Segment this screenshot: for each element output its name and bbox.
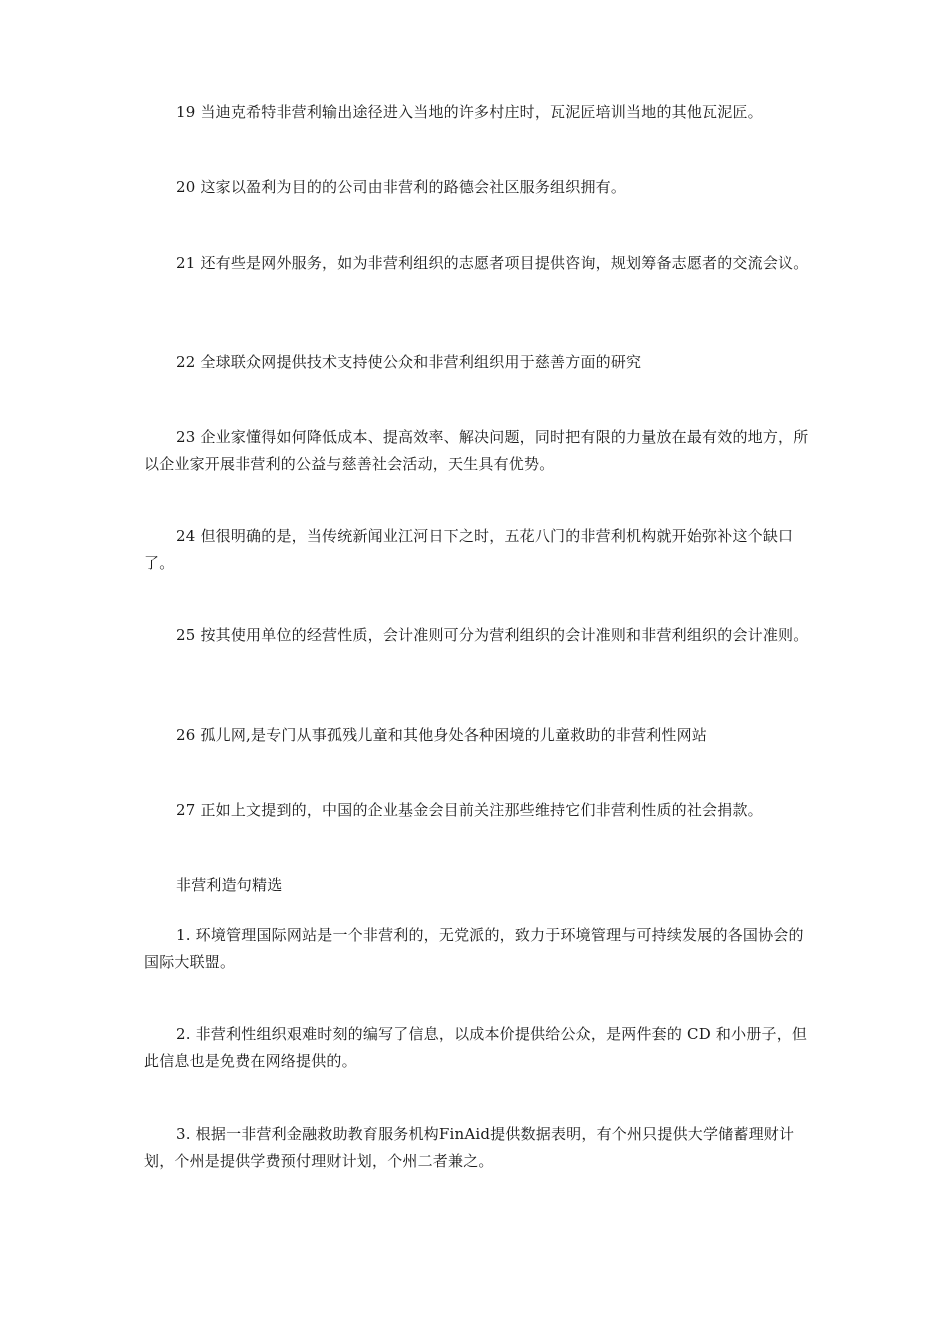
paragraph-22: 22 全球联众网提供技术支持使公众和非营利组织用于慈善方面的研究 (176, 353, 642, 371)
paragraph-19: 19 当迪克希特非营利输出途径进入当地的许多村庄时，瓦泥匠培训当地的其他瓦泥匠。 (176, 103, 763, 121)
paragraph-21: 21 还有些是网外服务，如为非营利组织的志愿者项目提供咨询，规划筹备志愿者的交流会议。 (176, 254, 809, 272)
paragraph-25: 25 按其使用单位的经营性质，会计准则可分为营利组织的会计准则和非营利组织的会计准则。 (176, 626, 809, 644)
section-heading: 非营利造句精选 (176, 876, 283, 894)
paragraph-20: 20 这家以盈利为目的的公司由非营利的路德会社区服务组织拥有。 (176, 178, 627, 196)
sentence-3: 3. 根据一非营利金融救助教育服务机构FinAid提供数据表明，有个州只提供大学储蓄理财计划，个州是提供学费预付理财计划，个州二者兼之。 (144, 1125, 795, 1170)
paragraph-27: 27 正如上文提到的，中国的企业基金会目前关注那些维持它们非营利性质的社会捐款。 (176, 801, 763, 819)
sentence-2: 2. 非营利性组织艰难时刻的编写了信息，以成本价提供给公众，是两件套的 CD 和小册子，但此信息也是免费在网络提供的。 (144, 1025, 808, 1070)
sentence-1: 1. 环境管理国际网站是一个非营利的，无党派的，致力于环境管理与可持续发展的各国协会的国际大联盟。 (144, 926, 804, 971)
paragraph-24: 24 但很明确的是，当传统新闻业江河日下之时，五花八门的非营利机构就开始弥补这个缺口了。 (144, 527, 794, 572)
paragraph-26: 26 孤儿网,是专门从事孤残儿童和其他身处各种困境的儿童救助的非营利性网站 (176, 726, 708, 744)
paragraph-23: 23 企业家懂得如何降低成本、提高效率、解决问题，同时把有限的力量放在最有效的地方，所以企业家开展非营利的公益与慈善社会活动，天生具有优势。 (144, 428, 809, 473)
